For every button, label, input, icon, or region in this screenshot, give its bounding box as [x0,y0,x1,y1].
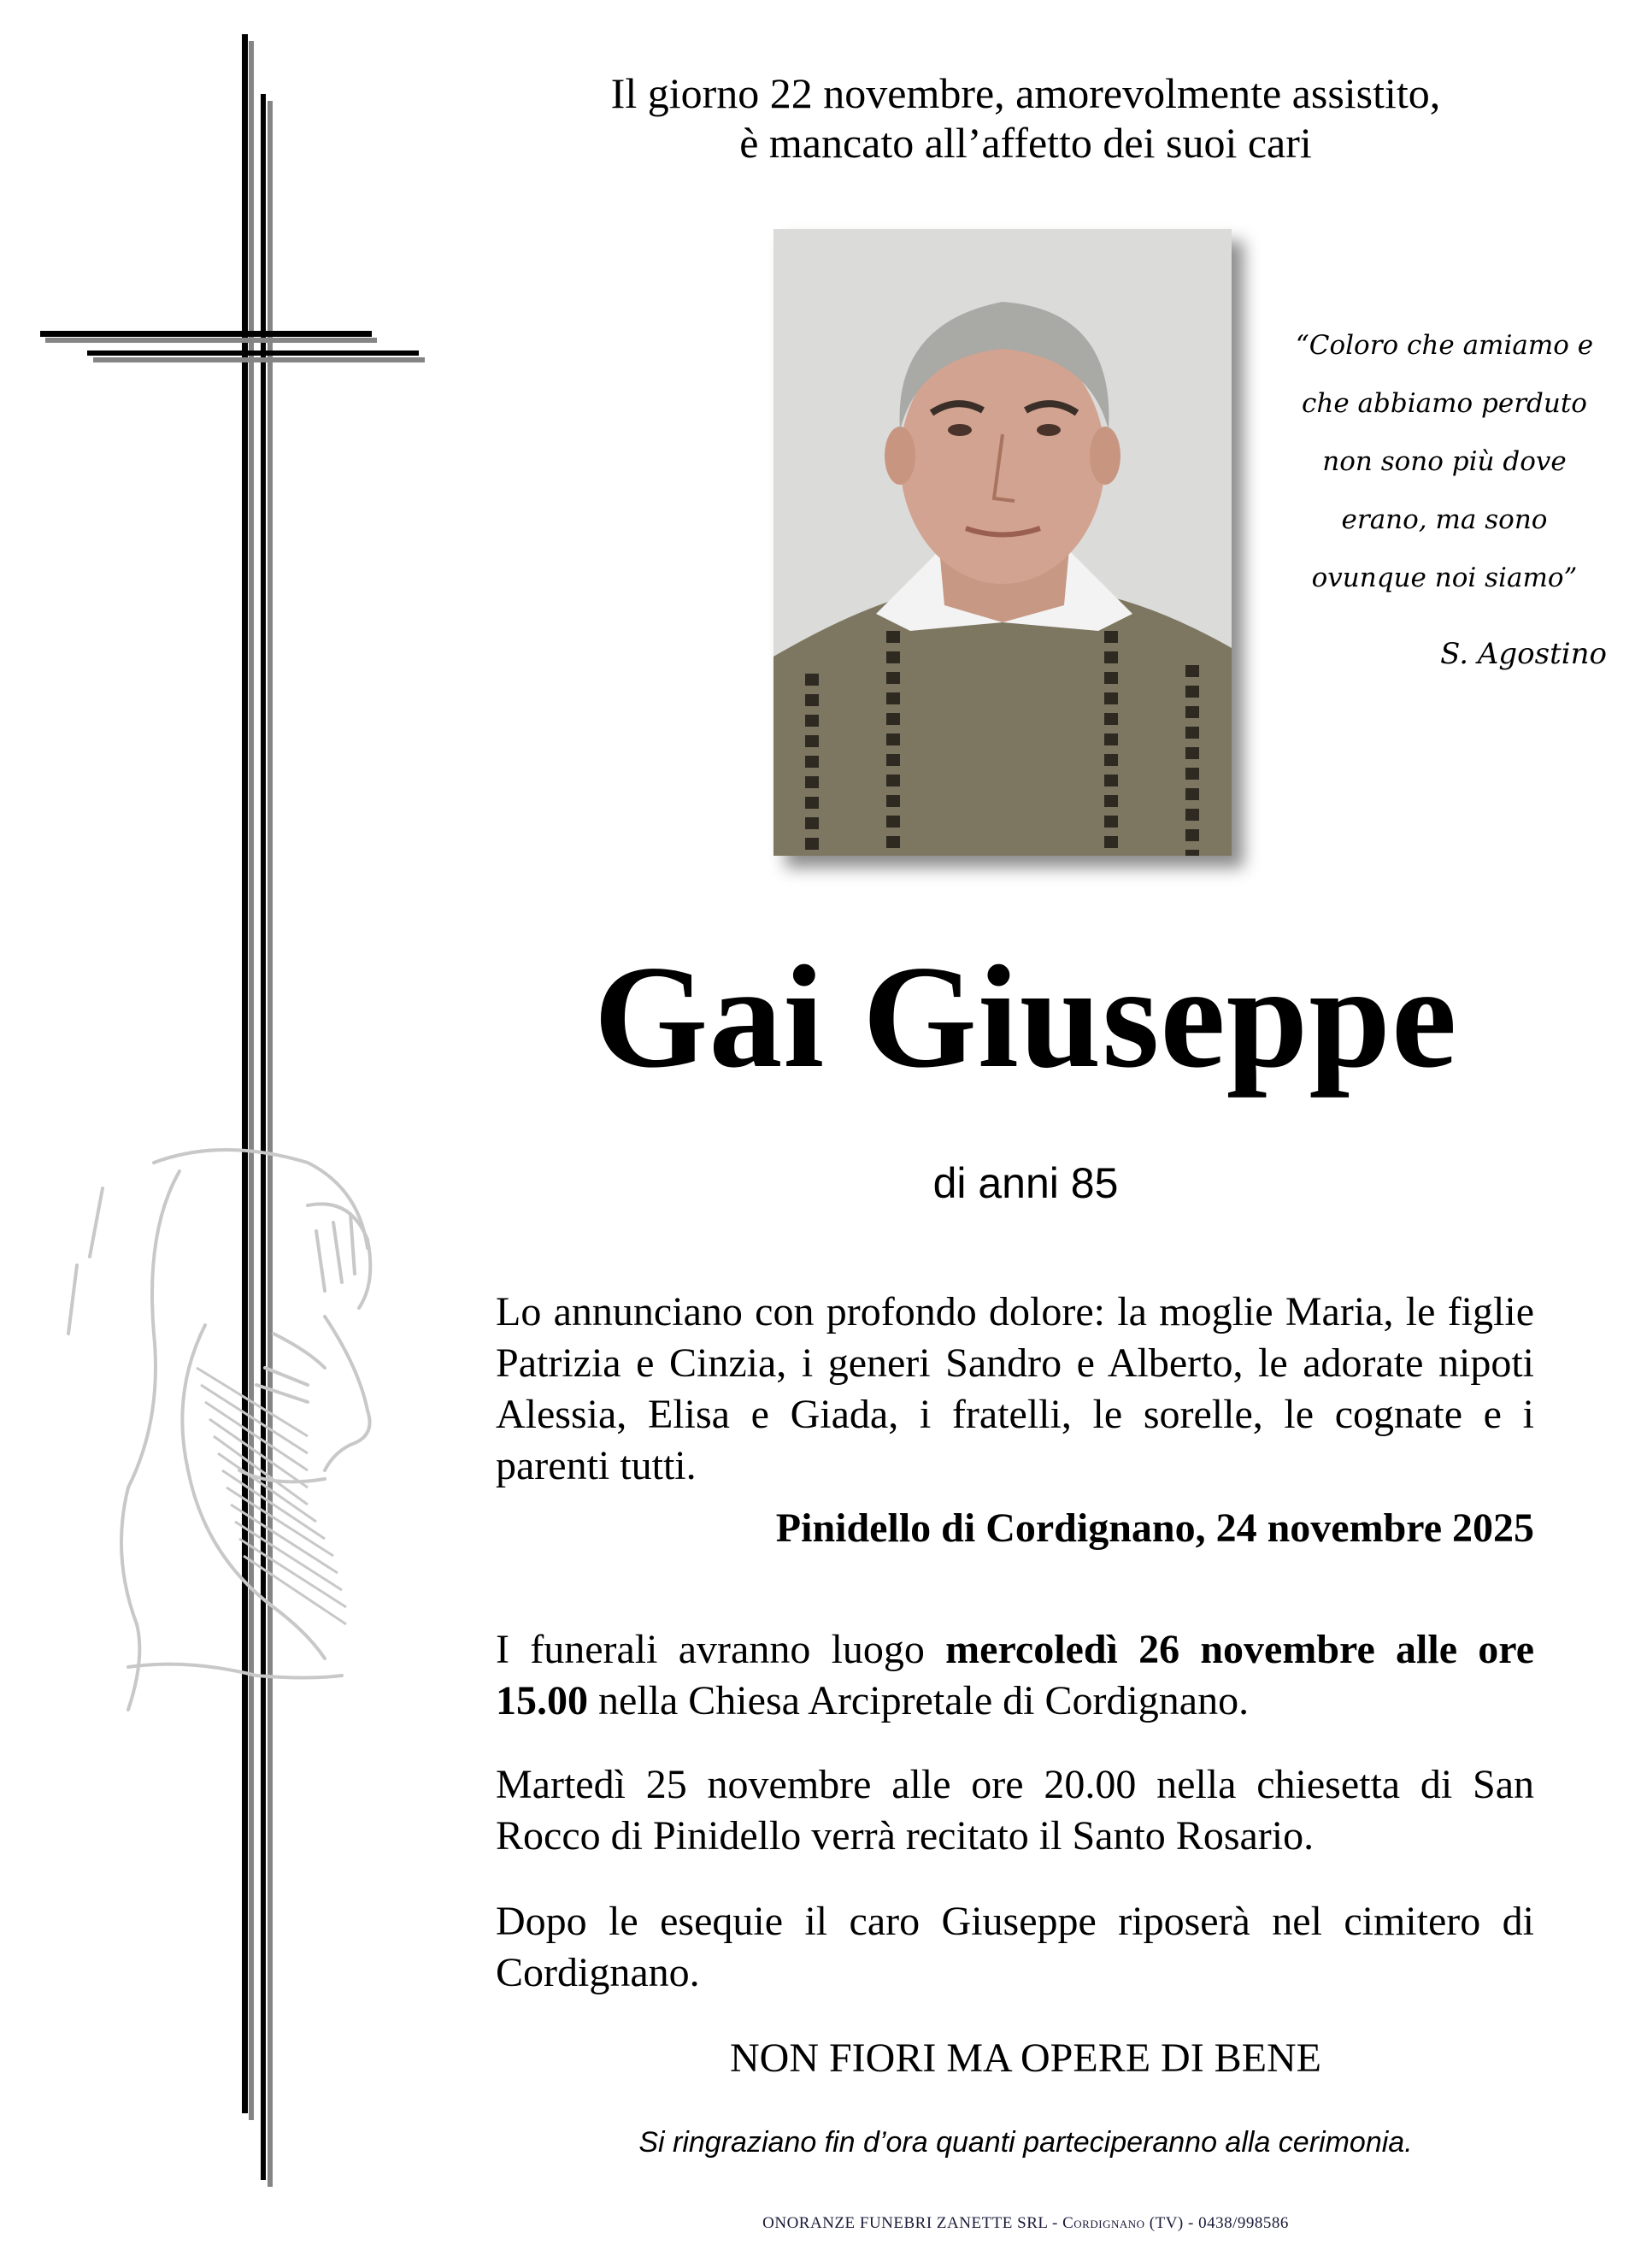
thanks-text: Si ringraziano fin d’ora quanti parteciperanno alla cerimonia. [638,2126,1413,2159]
funeral-prefix: I funerali avranno luogo [496,1627,946,1672]
quote-line: “Coloro che amiamo e [1295,330,1594,361]
quote-author: S. Agostino [1440,637,1607,671]
footer-company: ONORANZE FUNEBRI ZANETTE SRL [762,2214,1048,2232]
portrait-photo [773,229,1232,856]
burial-info: Dopo le esequie il caro Giuseppe riposerà nel cimitero di Cordignano. [496,1899,1534,1995]
deceased-age: di anni 85 [932,1159,1119,1207]
no-flowers-notice: NON FIORI MA OPERE DI BENE [729,2035,1321,2081]
funeral-suffix: nella Chiesa Arcipretale di Cordignano. [588,1678,1250,1723]
funeral-info [496,1624,1534,1727]
funeral-datetime: mercoledì 26 novembre alle ore 15.00 [496,1627,1534,1723]
portrait-image [773,229,1232,856]
intro-line-2: è mancato all’affetto dei suoi cari [739,119,1312,167]
footer-location: Cordignano (TV) [1062,2214,1184,2232]
quote-line: che abbiamo perduto [1302,388,1587,419]
place-date: Pinidello di Cordignano, 24 novembre 2025 [775,1505,1534,1551]
family-notice: Lo annunciano con profondo dolore: la moglie Maria, le figlie Patrizia e Cinzia, i generi Sandro e Alberto, le adorate nipoti Alessia, Elisa e Giada, i fratelli, le sorelle, le cognate e i parenti tutti. [496,1289,1534,1488]
christ-sketch-icon [51,1111,427,1744]
quote-line: non sono più dove [1322,446,1567,477]
footer-funeral-home: ONORANZE FUNEBRI ZANETTE SRL - Cordignano (TV) - 0438/998586 [762,2214,1289,2232]
quote-line: ovunque noi siamo” [1311,563,1578,593]
rosary-info: Martedì 25 novembre alle ore 20.00 nella chiesetta di San Rocco di Pinidello verrà recitato il Santo Rosario. [496,1762,1534,1859]
deceased-name: Gai Giuseppe [593,936,1458,1099]
footer-phone: 0438/998586 [1198,2214,1289,2232]
intro-text [479,68,1573,168]
intro-line-1: Il giorno 22 novembre, amorevolmente assistito, [610,69,1441,117]
quote-block [1273,316,1615,607]
quote-line: erano, ma sono [1341,504,1548,535]
